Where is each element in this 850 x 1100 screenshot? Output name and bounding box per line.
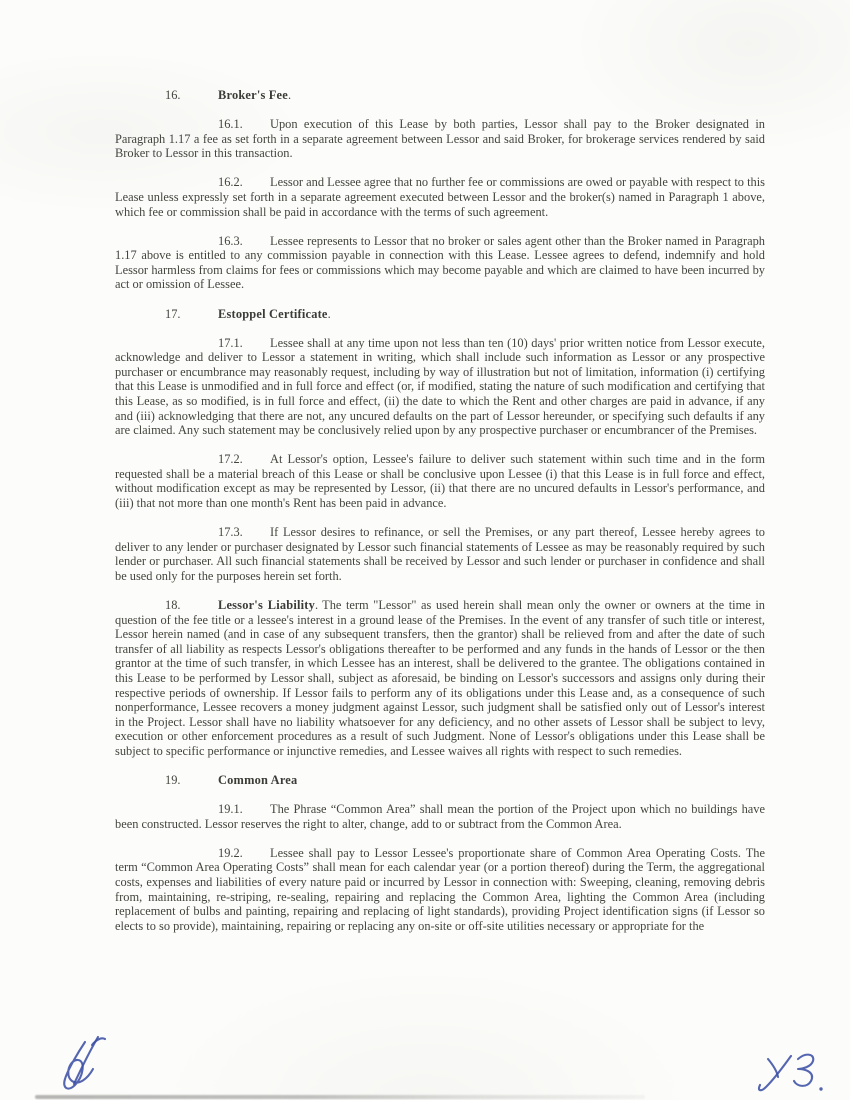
lease-paragraph-17.3 <box>115 525 765 583</box>
lease-paragraph-16.3 <box>115 234 765 292</box>
paragraph-text: The term "Lessor" as used herein shall mean only the owner or owners at the time in question of the fee title or a lessee's interest in a ground lease of the Premises. In the event of any transfer of such title or interest, Lessor herein named (and in case of any subsequent transfers, then the grantor) shall be relieved from and after the date of such transfer of all liability as respects Lessor's obligations thereafter to be performed and any funds in the hands of Lessor or the then grantor at the time of such transfer, in which Lessee has an interest, shall be delivered to the grantee. The obligations contained in this Lease to be performed by Lessor shall, subject as aforesaid, be binding on Lessor's successors and assigns only during their respective periods of ownership. If Lessor fails to perform any of its obligations under this Lease and, as a consequence of such nonperformance, Lessee recovers a money judgment against Lessor, such judgment shall be satisfied only out of Lessor's interest in the Project. Lessor shall have no liability whatsoever for any deficiency, and no other assets of Lessor shall be subject to levy, execution or other enforcement procedures as a result of such Judgment. None of Lessor's obligations under this Lease shall be subject to specific performance or injunctive remedies, and Lessee waives all rights with respect to such remedies. <box>115 598 765 758</box>
paragraph-text: At Lessor's option, Lessee's failure to deliver such statement within such time and in the form requested shall be a material breach of this Lease or shall be conclusive upon Lessee (i) that this Lease is in full force and effect, without modification except as may be represented by Lessor, (ii) that there are no uncured defaults in Lessor's performance, and (iii) that not more than one month's Rent has been paid in advance. <box>115 452 765 511</box>
handwritten-initials-right <box>738 1048 840 1098</box>
paragraph-number: 17. <box>165 306 181 321</box>
section-title: Common Area <box>218 773 298 788</box>
paragraph-number: 16.1. <box>218 117 243 132</box>
paragraph-number: 19.1. <box>218 802 243 817</box>
paragraph-number: 17.1. <box>218 335 243 350</box>
section-title-suffix: . <box>315 598 319 613</box>
paragraph-text: Lessee shall pay to Lessor Lessee's proportionate share of Common Area Operating Costs. The term “Common Area Operating Costs” shall mean for each calendar year (or a portion thereof) during the Term, the aggregational costs, expenses and liabilities of every nature paid or incurred by Lessor in connection with: Sweeping, cleaning, removing debris from, maintaining, re-striping, re-sealing, repairing and replacing the Common Area, lighting the Common Area (including replacement of bulbs and painting, repairing and replacing of light standards), providing Project identification signs (if Lessor so elects to so provide), maintaining, repairing or replacing any on-site or off-site utilities necessary or appropriate for the <box>115 845 765 933</box>
lease-paragraph-16.1 <box>115 117 765 161</box>
section-title: Lessor's Liability <box>218 598 316 613</box>
lease-text-body <box>115 88 765 948</box>
paragraph-text: Lessee represents to Lessor that no broker or sales agent other than the Broker named in Paragraph 1.17 above is entitled to any commission payable in connection with this Lease. Lessee agrees to defend, indemnify and hold Lessor harmless from claims for fees or commissions which may become payable and which are claimed to have been incurred by act or omission of Lessee. <box>115 233 765 292</box>
paragraph-number: 17.2. <box>218 452 243 467</box>
paragraph-number: 16.2. <box>218 175 243 190</box>
section-heading-19 <box>115 773 765 788</box>
paragraph-text: The Phrase “Common Area” shall mean the portion of the Project upon which no buildings have been constructed. Lessor reserves the right to alter, change, add to or subtract from the Common Area. <box>115 802 765 831</box>
section-heading-16 <box>115 88 765 103</box>
paragraph-text: Lessor and Lessee agree that no further fee or commissions are owed or payable with respect to this Lease unless expressly set forth in a separate agreement executed between Lessor and the broker(s) named in Paragraph 1 above, which fee or commission shall be paid in accordance with the terms of such agreement. <box>115 175 765 219</box>
paragraph-number: 19.2. <box>218 845 243 860</box>
lease-paragraph-17.2 <box>115 452 765 510</box>
lease-paragraph-17.1 <box>115 336 765 438</box>
scan-artifact-line <box>35 1095 645 1099</box>
paragraph-number: 19. <box>165 773 181 788</box>
lease-paragraph-16.2 <box>115 175 765 219</box>
lease-paragraph-18 <box>115 598 765 759</box>
section-title: Estoppel Certificate <box>218 306 328 321</box>
paragraph-number: 16.3. <box>218 233 243 248</box>
lease-paragraph-19.2 <box>115 846 765 934</box>
section-title-suffix: . <box>327 306 331 321</box>
section-heading-17 <box>115 307 765 322</box>
paragraph-text: Lessee shall at any time upon not less than ten (10) days' prior written notice from Lessor execute, acknowledge and deliver to Lessor a statement in writing, which shall include such information as Lessor or any prospective purchaser or encumbrance may reasonably request, including by way of illustration but not of limitation, information (i) certifying that this Lease is unmodified and in full force and effect (or, if modified, stating the nature of such modification and certifying that this Lease, as so modified, is in full force and effect, (ii) the date to which the Rent and other charges are paid in advance, if any and (iii) acknowledging that there are not, any uncured defaults on the part of Lessor hereunder, or specifying such defaults if any are claimed. Any such statement may be conclusively relied upon by any prospective purchaser or encumbrancer of the Premises. <box>115 335 765 438</box>
paragraph-number: 17.3. <box>218 525 243 540</box>
paragraph-number: 16. <box>165 88 181 102</box>
lease-paragraph-19.1 <box>115 802 765 831</box>
handwritten-initials-left <box>52 1032 114 1096</box>
paragraph-number: 18. <box>165 598 181 613</box>
paragraph-text: If Lessor desires to refinance, or sell the Premises, or any part thereof, Lessee hereby agrees to deliver to any lender or purchaser designated by Lessor such financial statements of Lessee as may be reasonably required by such lender or purchaser. All such financial statements shall be received by Lessor and such lender or purchaser in confidence and shall be used only for the purposes herein set forth. <box>115 525 765 583</box>
section-title: Broker's Fee <box>218 88 288 102</box>
paragraph-text: Upon execution of this Lease by both parties, Lessor shall pay to the Broker designated in Paragraph 1.17 a fee as set forth in a separate agreement between Lessor and said Broker, for brokerage services rendered by said Broker to Lessor in this transaction. <box>115 117 765 161</box>
section-title-suffix: . <box>287 88 292 102</box>
